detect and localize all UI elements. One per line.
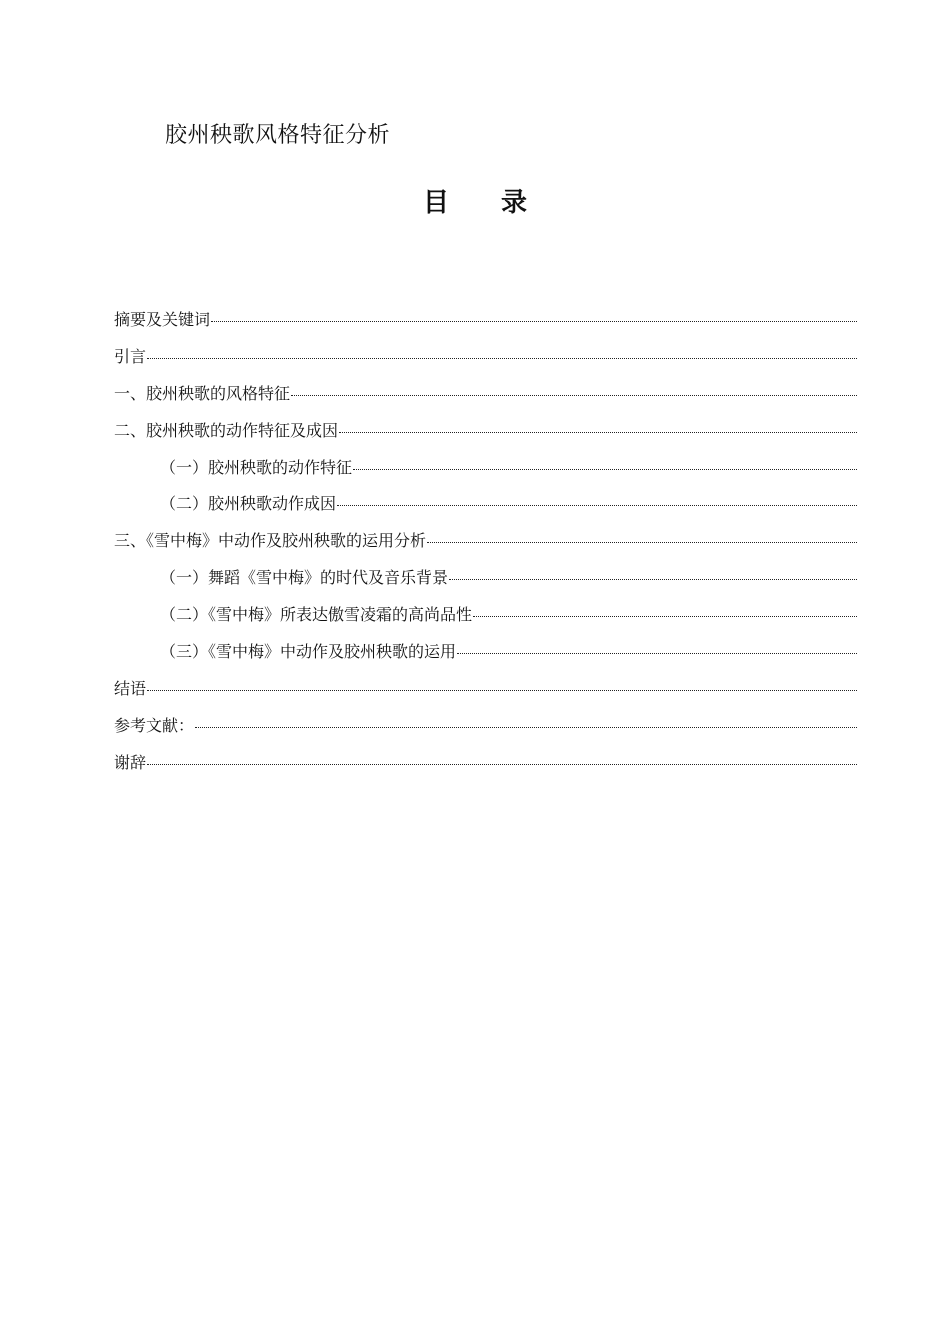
toc-entry[interactable] bbox=[114, 749, 857, 786]
dot-leader bbox=[353, 469, 857, 470]
toc-entry-label: （二）胶州秧歌动作成因 bbox=[160, 494, 337, 514]
toc-subentry[interactable] bbox=[114, 601, 857, 638]
toc-entry-label: 引言 bbox=[114, 346, 147, 366]
toc-entry[interactable] bbox=[114, 675, 857, 712]
toc-entry[interactable] bbox=[114, 380, 857, 417]
toc-entry-label: （二）《雪中梅》所表达傲雪凌霜的高尚品性 bbox=[160, 605, 473, 625]
dot-leader bbox=[147, 690, 857, 691]
dot-leader bbox=[211, 321, 857, 322]
dot-leader bbox=[291, 395, 857, 396]
toc-entry-label: （一）舞蹈《雪中梅》的时代及音乐背景 bbox=[160, 568, 449, 588]
toc-heading bbox=[0, 182, 950, 219]
toc-entry-label: 谢辞 bbox=[114, 752, 147, 772]
toc-entry[interactable] bbox=[114, 417, 857, 454]
dot-leader bbox=[339, 432, 857, 433]
toc-entry-label: 参考文献： bbox=[114, 715, 195, 735]
toc-entry[interactable] bbox=[114, 712, 857, 749]
toc-entry[interactable] bbox=[114, 527, 857, 564]
toc-heading-right: 录 bbox=[501, 188, 528, 218]
dot-leader bbox=[449, 579, 857, 580]
dot-leader bbox=[473, 616, 857, 617]
toc-heading-left: 目 bbox=[422, 188, 449, 218]
toc-entry[interactable] bbox=[114, 343, 857, 380]
toc-entry-label: （三）《雪中梅》中动作及胶州秧歌的运用 bbox=[160, 642, 457, 662]
toc-entry-label: 摘要及关键词 bbox=[114, 310, 211, 329]
toc-subentry[interactable] bbox=[114, 638, 857, 675]
toc-entry-label: （一）胶州秧歌的动作特征 bbox=[160, 457, 353, 477]
dot-leader bbox=[427, 542, 857, 543]
document-title: 胶州秧歌风格特征分析 bbox=[165, 123, 391, 148]
table-of-contents bbox=[114, 306, 857, 786]
dot-leader bbox=[147, 358, 857, 359]
toc-subentry[interactable] bbox=[114, 490, 857, 527]
toc-entry-label: 一、胶州秧歌的风格特征 bbox=[114, 383, 291, 403]
toc-entry-label: 二、胶州秧歌的动作特征及成因 bbox=[114, 420, 339, 440]
dot-leader bbox=[457, 653, 857, 654]
toc-entry-label: 结语 bbox=[114, 678, 147, 698]
toc-subentry[interactable] bbox=[114, 454, 857, 491]
dot-leader bbox=[147, 764, 857, 765]
toc-entry-label: 三、《雪中梅》中动作及胶州秧歌的运用分析 bbox=[114, 531, 427, 551]
toc-entry[interactable] bbox=[114, 306, 857, 343]
toc-subentry[interactable] bbox=[114, 564, 857, 601]
dot-leader bbox=[337, 505, 857, 506]
dot-leader bbox=[195, 727, 857, 728]
